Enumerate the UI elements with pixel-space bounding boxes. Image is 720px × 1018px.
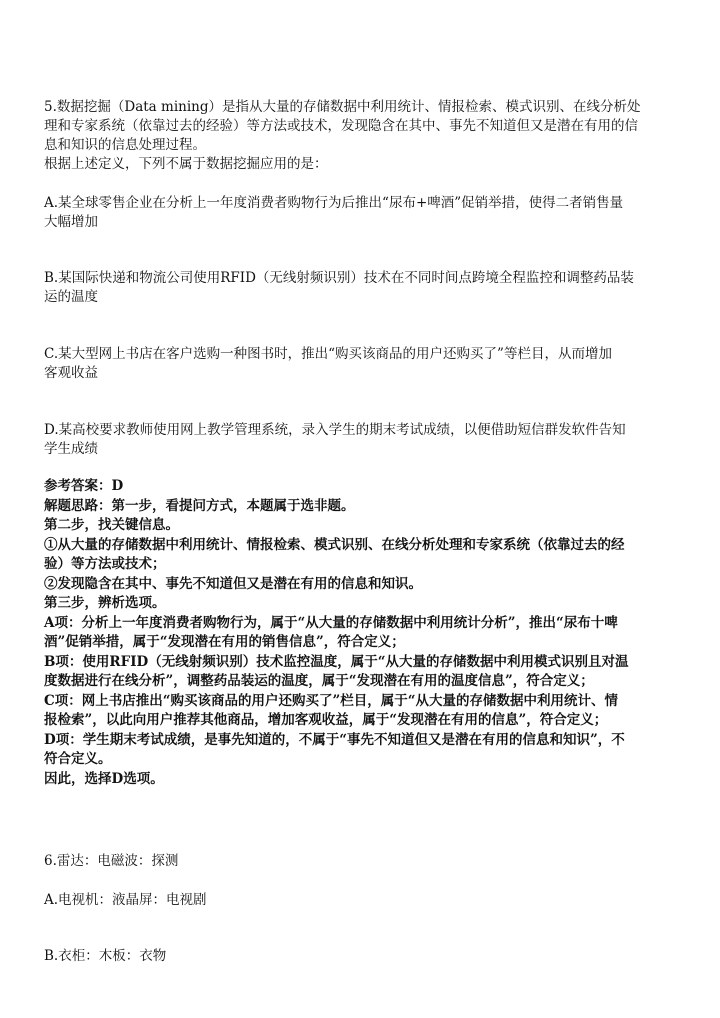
- option-line: A.电视机：液晶屏：电视剧: [44, 892, 207, 908]
- option-line: D.某高校要求教师使用网上教学管理系统，录入学生的期末考试成绩，以便借助短信群发软件告知: [44, 422, 626, 438]
- solution-line: D项：学生期末考试成绩，是事先知道的，不属于“事先不知道但又是潜在有用的信息和知识”，不: [44, 731, 625, 748]
- q6-stem: [44, 852, 680, 871]
- option-line: B.衣柜：木板：衣物: [44, 948, 167, 964]
- solution-line: 第三步，辨析选项。: [44, 595, 166, 611]
- solution-line: C项：网上书店推出“购买该商品的用户还购买了”栏目，属于“从大量的存储数据中利用统计、情: [44, 692, 619, 709]
- option-line: C.某大型网上书店在客户选购一种图书时，推出“购买该商品的用户还购买了”等栏目，从而增加: [44, 346, 612, 362]
- option-line: B.某国际快递和物流公司使用RFID（无线射频识别）技术在不同时间点跨境全程监控和调整药品装: [44, 270, 634, 286]
- solution-line: ①从大量的存储数据中利用统计、情报检索、模式识别、在线分析处理和专家系统（依靠过去的经: [44, 536, 625, 553]
- option-line: 客观收益: [44, 365, 98, 381]
- solution-line: A项：分析上一年度消费者购物行为，属于“从大量的存储数据中利用统计分析”，推出“尿布十啤: [44, 614, 618, 631]
- q5-option-a: [44, 194, 680, 232]
- option-line: A.某全球零售企业在分析上一年度消费者购物行为后推出“尿布+啤酒”促销举措，使得二者销售量: [44, 195, 624, 211]
- q6-stem-line: 6.雷达：电磁波：探测: [44, 853, 179, 869]
- solution-line: 度数据进行在线分析”，调整药品装运的温度，属于“发现潜在有用的温度信息”，符合定义；: [44, 673, 594, 689]
- solution-line: 因此，选择D选项。: [44, 770, 164, 787]
- q5-stem: [44, 98, 680, 174]
- q5-stem-line: 理和专家系统（依靠过去的经验）等方法或技术，发现隐含在其中、事先不知道但又是潜在有用的信: [44, 118, 638, 134]
- answer-line: 参考答案：D: [44, 478, 124, 494]
- q5-option-b: [44, 269, 680, 307]
- solution-line: 酒”促销举措，属于“发现潜在有用的销售信息”，符合定义；: [44, 634, 405, 650]
- q5-option-c: [44, 345, 680, 383]
- solution-line: B项：使用RFID（无线射频识别）技术监控温度，属于“从大量的存储数据中利用模式识别且对温: [44, 653, 629, 670]
- q5-stem-line: 根据上述定义，下列不属于数据挖掘应用的是：: [44, 156, 328, 172]
- q5-stem-line: 息和知识的信息处理过程。: [44, 137, 206, 153]
- option-line: 学生成绩: [44, 441, 98, 457]
- q6-option-b: [44, 947, 680, 966]
- solution-line: 符合定义。: [44, 751, 112, 767]
- q5-solution: [44, 477, 680, 789]
- q6-option-a: [44, 891, 680, 910]
- option-line: 大幅增加: [44, 214, 98, 230]
- solution-line: ②发现隐含在其中、事先不知道但又是潜在有用的信息和知识。: [44, 575, 422, 592]
- option-line: 运的温度: [44, 289, 98, 305]
- q5-option-d: [44, 421, 680, 459]
- solution-line: 第二步，找关键信息。: [44, 517, 179, 533]
- solution-line: 报检索”，以此向用户推荐其他商品，增加客观收益，属于“发现潜在有用的信息”，符合定义；: [44, 712, 608, 728]
- q5-stem-line: 5.数据挖掘（Data mining）是指从大量的存储数据中利用统计、情报检索、模式识别、在线分析处: [44, 99, 641, 115]
- solution-line: 解题思路：第一步，看提问方式，本题属于选非题。: [44, 497, 355, 514]
- solution-line: 验）等方法或技术；: [44, 556, 166, 572]
